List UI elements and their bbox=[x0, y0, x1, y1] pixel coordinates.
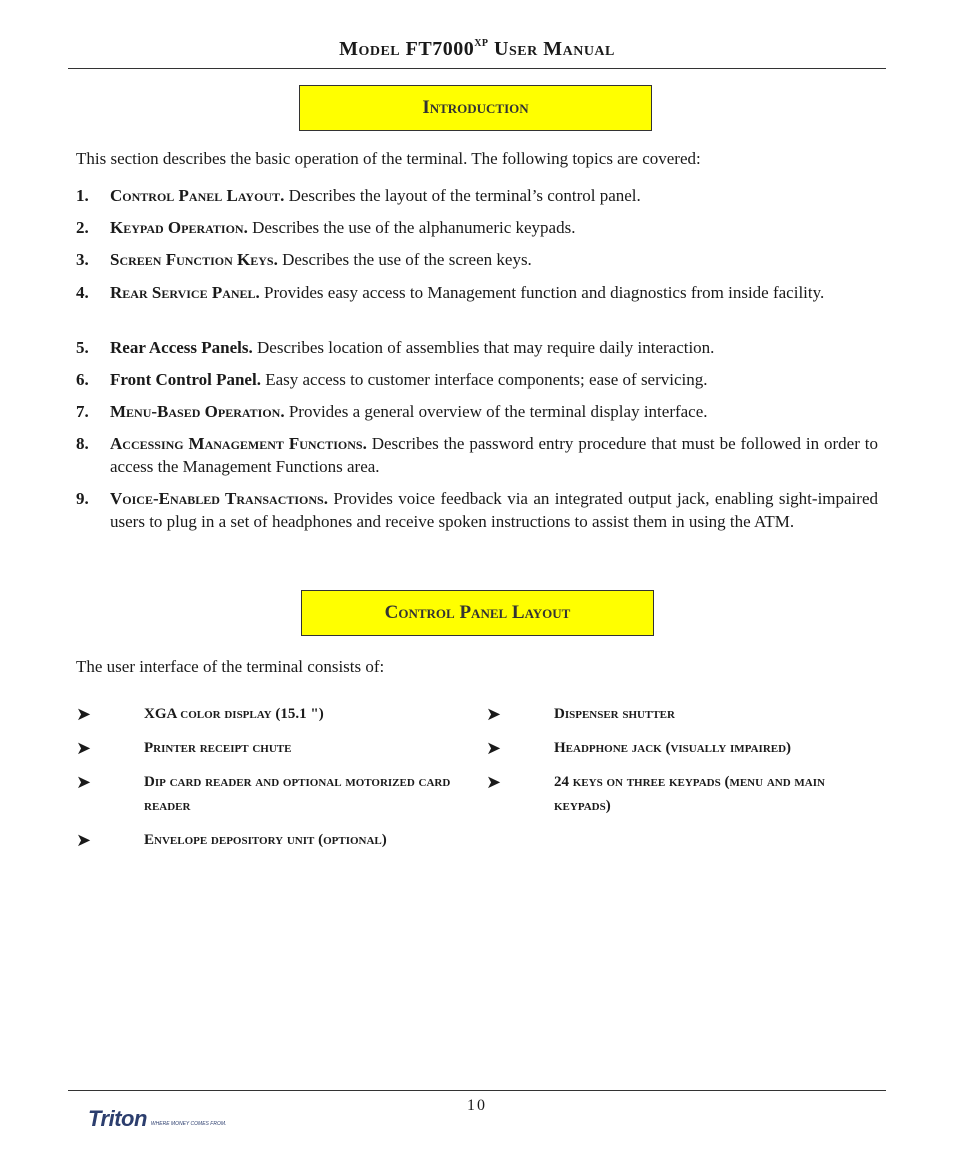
list-number: 2. bbox=[76, 218, 89, 237]
list-text: Describes location of assemblies that may require daily interaction. bbox=[252, 338, 715, 357]
header-title-post: User Manual bbox=[488, 38, 615, 60]
header-title-pre: Model FT7000 bbox=[339, 38, 475, 60]
page-number: 10 bbox=[467, 1097, 487, 1114]
list-number: 3. bbox=[76, 250, 89, 269]
intro-paragraph: This section describes the basic operation of the terminal. The following topics are covered: bbox=[76, 149, 701, 168]
list-term: Voice-Enabled Transactions. bbox=[110, 489, 328, 508]
logo-name: Triton bbox=[88, 1106, 147, 1131]
list-term: Control Panel Layout. bbox=[110, 186, 285, 205]
list-item bbox=[486, 736, 878, 760]
control-heading: Control Panel Layout bbox=[384, 602, 571, 623]
list-item bbox=[76, 828, 468, 852]
list-text: Provides a general overview of the terminal display interface. bbox=[284, 402, 708, 421]
footer-divider bbox=[68, 1090, 886, 1091]
arrow-bullet-icon: ➤ bbox=[76, 738, 92, 758]
list-term: Menu-Based Operation. bbox=[110, 402, 285, 421]
list-number: 5. bbox=[76, 338, 89, 357]
arrow-bullet-icon: ➤ bbox=[76, 704, 92, 724]
intro-heading: Introduction bbox=[422, 97, 529, 118]
list-item bbox=[76, 702, 468, 726]
list-term: Rear Access Panels. bbox=[110, 338, 253, 357]
arrow-bullet-icon: ➤ bbox=[76, 772, 92, 792]
arrow-bullet-icon: ➤ bbox=[486, 772, 502, 792]
list-item bbox=[76, 487, 878, 533]
list-term: Screen Function Keys. bbox=[110, 250, 278, 269]
list-item bbox=[486, 702, 878, 726]
list-term: Front Control Panel. bbox=[110, 370, 261, 389]
control-paragraph: The user interface of the terminal consists of: bbox=[76, 657, 385, 676]
list-item bbox=[76, 368, 878, 391]
list-item bbox=[76, 770, 468, 818]
bullet-text: 24 keys on three keypads (menu and main keypads) bbox=[554, 774, 825, 814]
list-number: 1. bbox=[76, 186, 89, 205]
intro-heading-box bbox=[299, 85, 652, 131]
header-divider bbox=[68, 68, 886, 69]
list-item bbox=[76, 432, 878, 478]
bullet-text: Envelope depository unit (optional) bbox=[144, 832, 387, 848]
list-item bbox=[486, 770, 878, 818]
list-item bbox=[76, 184, 878, 207]
list-number: 6. bbox=[76, 370, 89, 389]
list-term: Keypad Operation. bbox=[110, 218, 248, 237]
list-number: 8. bbox=[76, 434, 89, 453]
list-text: Describes the use of the alphanumeric keypads. bbox=[247, 218, 576, 237]
bullet-text: Dip card reader and optional motorized card reader bbox=[144, 774, 451, 814]
bullet-text: Dispenser shutter bbox=[554, 706, 675, 722]
list-text: Provides easy access to Management function and diagnostics from inside facility. bbox=[259, 283, 825, 302]
list-term: Accessing Management Functions. bbox=[110, 434, 367, 453]
list-item bbox=[76, 336, 878, 359]
arrow-bullet-icon: ➤ bbox=[486, 704, 502, 724]
list-item bbox=[76, 216, 878, 239]
control-heading-box bbox=[301, 590, 654, 636]
list-text: Describes the layout of the terminal’s control panel. bbox=[284, 186, 641, 205]
bullet-text: XGA color display (15.1 ") bbox=[144, 706, 324, 722]
header-title-sup: XP bbox=[474, 38, 489, 49]
list-text: Describes the password entry procedure that must be followed in order to access the Management Functions area. bbox=[110, 434, 878, 476]
list-term: Rear Service Panel. bbox=[110, 283, 260, 302]
list-item bbox=[76, 248, 878, 271]
list-item bbox=[76, 736, 468, 760]
page-header bbox=[0, 38, 954, 61]
list-item bbox=[76, 400, 878, 423]
list-text: Describes the use of the screen keys. bbox=[277, 250, 532, 269]
list-number: 7. bbox=[76, 402, 89, 421]
bullet-text: Printer receipt chute bbox=[144, 740, 292, 756]
list-number: 4. bbox=[76, 283, 89, 302]
list-text: Provides voice feedback via an integrated output jack, enabling sight-impaired users to plug in a set of headphones and receive spoken instructions to assist them in using the ATM. bbox=[110, 489, 878, 531]
triton-logo bbox=[88, 1106, 226, 1132]
list-number: 9. bbox=[76, 489, 89, 508]
arrow-bullet-icon: ➤ bbox=[76, 830, 92, 850]
list-text: Easy access to customer interface components; ease of servicing. bbox=[260, 370, 708, 389]
list-item bbox=[76, 281, 878, 304]
arrow-bullet-icon: ➤ bbox=[486, 738, 502, 758]
bullet-text: Headphone jack (visually impaired) bbox=[554, 740, 792, 756]
logo-tagline: WHERE MONEY COMES FROM. bbox=[150, 1121, 227, 1127]
